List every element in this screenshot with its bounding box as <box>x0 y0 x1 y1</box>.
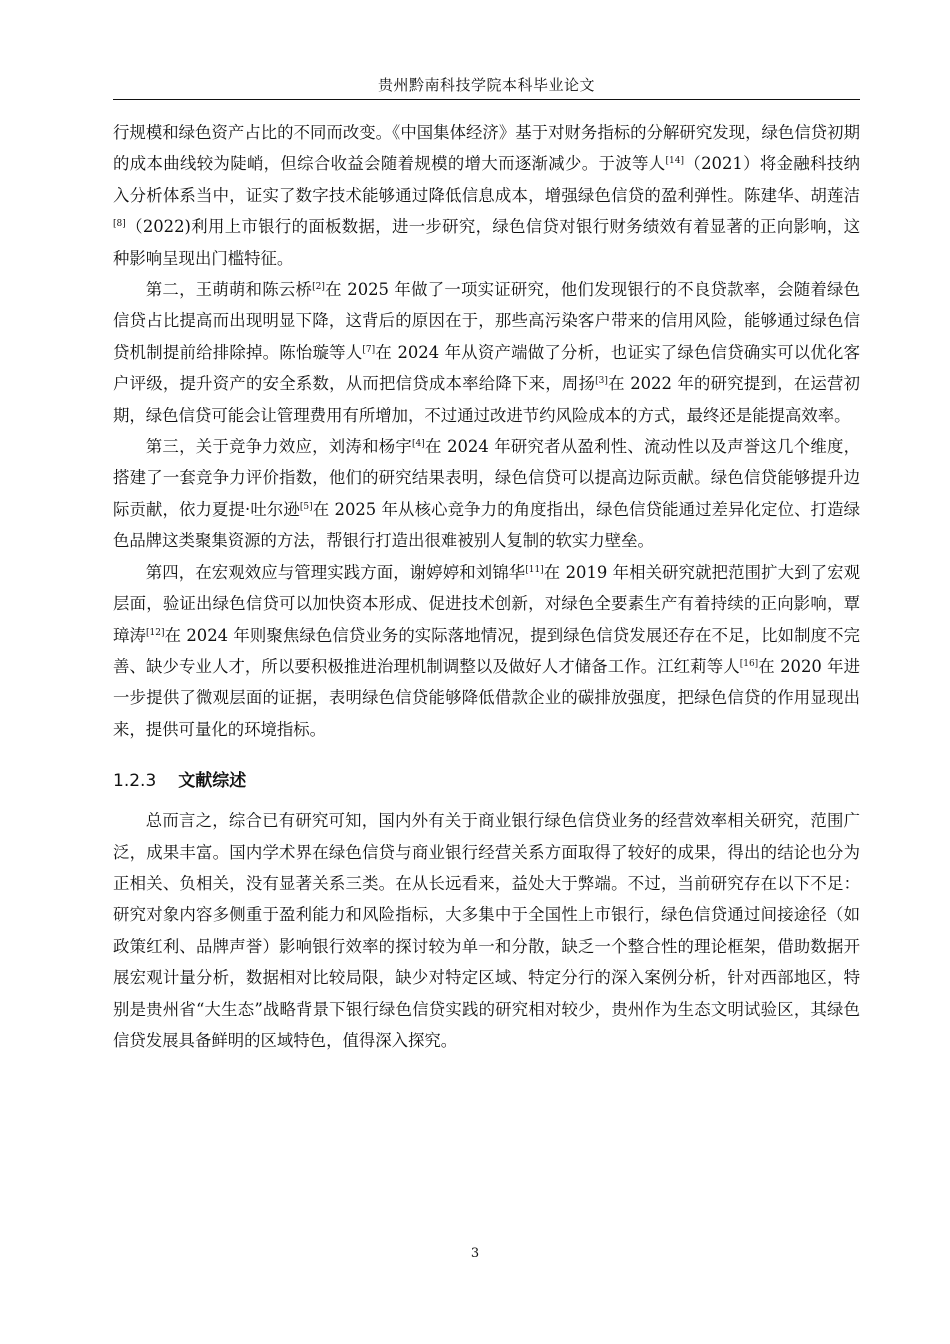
text-run: 行规模和绿色资产占比的不同而改变。《中国集体经济》基于对财务指标的分解研究发现，绿色信贷初期的成本曲线较为陡峭，但综合收益会随着规模的增大而逐渐减少。于波等人 <box>113 123 860 174</box>
citation-ref: [3] <box>595 376 608 387</box>
citation-ref: [16] <box>739 659 759 670</box>
text-run: 在 2024 年研究者从盈利性、流动性以及声誉这几个维度，搭建了一套竞争力评价指数，他们的研究结果表明，绿色信贷可以提高边际贡献。绿色信贷能够提升边际贡献，依力夏提·吐尔逊 <box>113 437 860 519</box>
citation-ref: [4] <box>411 439 425 450</box>
document-body <box>113 117 860 1056</box>
text-run: 第二，王萌萌和陈云桥 <box>145 280 313 300</box>
section-number: 1.2.3 <box>113 771 157 792</box>
paragraph-continuation <box>113 117 860 274</box>
header-rule <box>113 99 860 100</box>
text-run: 第四，在宏观效应与管理实践方面，谢婷婷和刘锦华 <box>145 562 526 582</box>
text-run: 在 2024 年则聚焦绿色信贷业务的实际落地情况，提到绿色信贷发展还存在不足，比如制度不完善、缺少专业人才，所以要积极推进治理机制调整以及做好人才储备工作。江红莉等人 <box>113 625 860 676</box>
text-run: 在 2022 年的研究提到，在运营初期，绿色信贷可能会让管理费用有所增加，不过通过改进节约风险成本的方式，最终还是能提高效率。 <box>113 374 860 425</box>
citation-ref: [12] <box>145 627 165 638</box>
paragraph-fourth <box>113 557 860 745</box>
paragraph-second <box>113 274 860 431</box>
text-run: （2022)利用上市银行的面板数据，进一步研究，绿色信贷对银行财务绩效有着显著的正向影响，这种影响呈现出门槛特征。 <box>113 217 860 268</box>
citation-ref: [8] <box>113 219 126 230</box>
citation-ref: [11] <box>525 564 544 575</box>
citation-ref: [14] <box>665 156 684 167</box>
paragraph-summary: 总而言之，综合已有研究可知，国内外有关于商业银行绿色信贷业务的经营效率相关研究，范围广泛，成果丰富。国内学术界在绿色信贷与商业银行经营关系方面取得了较好的成果，得出的结论也分为正相关、负相关，没有显著关系三类。在从长远看来，益处大于弊端。不过，当前研究存在以下不足：研究对象内容多侧重于盈利能力和风险指标，大多集中于全国性上市银行，绿色信贷通过间接途径（如政策红利、品牌声誉）影响银行效率的探讨较为单一和分散，缺乏一个整合性的理论框架，借助数据开展宏观计量分析，数据相对比较局限，缺少对特定区域、特定分行的深入案例分析，针对西部地区，特别是贵州省“大生态”战略背景下银行绿色信贷实践的研究相对较少，贵州作为生态文明试验区，其绿色信贷发展具备鲜明的区域特色，值得深入探究。 <box>113 811 860 1050</box>
citation-ref: [2] <box>312 282 325 293</box>
running-header: 贵州黔南科技学院本科毕业论文 <box>377 76 595 94</box>
section-heading <box>113 767 860 795</box>
paragraph-third <box>113 431 860 557</box>
page-number: 3 <box>470 1246 480 1261</box>
text-run: 在 2019 年相关研究就把范围扩大到了宏观层面，验证出绿色信贷可以加快资本形成、促进技术创新，对绿色全要素生产有着持续的正向影响，覃璋涛 <box>113 562 860 645</box>
citation-ref: [5] <box>299 502 313 513</box>
section-title: 文献综述 <box>178 771 247 792</box>
text-run: 第三，关于竞争力效应，刘涛和杨宇 <box>145 437 412 457</box>
text-run: 在 2020 年进一步提供了微观层面的证据，表明绿色信贷能够降低借款企业的碳排放强度，把绿色信贷的作用显现出来，提供可量化的环境指标。 <box>113 656 860 739</box>
citation-ref: [7] <box>362 345 376 355</box>
text-run: （2021）将金融科技纳入分析体系当中，证实了数字技术能够通过降低信息成本，增强绿色信贷的盈利弹性。陈建华、胡莲洁 <box>113 154 861 205</box>
text-run: 在 2025 年做了一项实证研究，他们发现银行的不良贷款率，会随着绿色信贷占比提高而出现明显下降，这背后的原因在于，那些高污染客户带来的信用风险，能够通过绿色信贷机制提前给排除掉。陈怡璇等人 <box>113 280 861 362</box>
text-run: 在 2024 年从资产端做了分析，也证实了绿色信贷确实可以优化客户评级，提升资产的安全系数，从而把信贷成本率给降下来，周扬 <box>113 342 861 394</box>
text-run: 在 2025 年从核心竞争力的角度指出，绿色信贷能通过差异化定位、打造绿色品牌这类聚集资源的方法，帮银行打造出很难被别人复制的软实力壁垒。 <box>113 499 860 551</box>
